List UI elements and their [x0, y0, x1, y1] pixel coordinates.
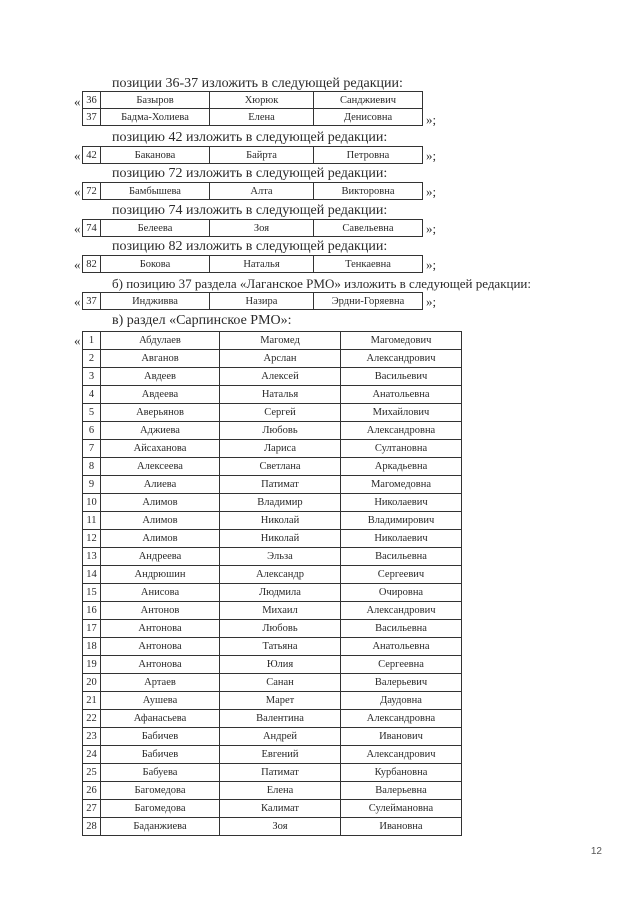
- cell-patronymic: Магомедовна: [341, 476, 462, 494]
- cell-name: Людмила: [220, 584, 341, 602]
- cell-name: Сергей: [220, 404, 341, 422]
- cell-number: 16: [83, 602, 101, 620]
- cell-number: 72: [83, 183, 101, 200]
- cell-surname: Бокова: [101, 256, 210, 273]
- table-row: [83, 458, 462, 476]
- amendment-table: [82, 146, 423, 164]
- cell-surname: Багомедова: [101, 800, 220, 818]
- cell-surname: Базыров: [101, 92, 210, 109]
- close-quote: »;: [426, 148, 437, 163]
- amendment-table: [82, 255, 423, 273]
- table-row: [83, 147, 423, 164]
- cell-surname: Баканова: [101, 147, 210, 164]
- cell-patronymic: Санджиевич: [314, 92, 423, 109]
- table-row: [83, 368, 462, 386]
- cell-surname: Аджиева: [101, 422, 220, 440]
- cell-name: Андрей: [220, 728, 341, 746]
- table-row: [83, 692, 462, 710]
- cell-number: 28: [83, 818, 101, 836]
- cell-number: 8: [83, 458, 101, 476]
- table-row: [83, 386, 462, 404]
- cell-surname: Белеева: [101, 220, 210, 237]
- cell-number: 12: [83, 530, 101, 548]
- cell-number: 7: [83, 440, 101, 458]
- cell-name: Наталья: [220, 386, 341, 404]
- cell-patronymic: Валерьевич: [341, 674, 462, 692]
- cell-patronymic: Савельевна: [314, 220, 423, 237]
- table-row: [83, 92, 423, 109]
- cell-surname: Алиева: [101, 476, 220, 494]
- cell-number: 74: [83, 220, 101, 237]
- cell-number: 10: [83, 494, 101, 512]
- cell-patronymic: Анатольевна: [341, 638, 462, 656]
- table-row: [83, 332, 462, 350]
- cell-surname: Антонова: [101, 656, 220, 674]
- cell-patronymic: Сергеевич: [341, 566, 462, 584]
- cell-name: Зоя: [210, 220, 314, 237]
- cell-name: Евгений: [220, 746, 341, 764]
- table-row: [83, 440, 462, 458]
- table-row: [83, 746, 462, 764]
- table-row: [83, 782, 462, 800]
- table-row: [83, 620, 462, 638]
- cell-number: 37: [83, 109, 101, 126]
- amendment-table: [82, 91, 423, 126]
- table-row: [83, 674, 462, 692]
- cell-surname: Бамбышева: [101, 183, 210, 200]
- cell-surname: Алимов: [101, 530, 220, 548]
- cell-number: 13: [83, 548, 101, 566]
- cell-number: 36: [83, 92, 101, 109]
- cell-surname: Бабичев: [101, 728, 220, 746]
- cell-patronymic: Александровна: [341, 422, 462, 440]
- cell-number: 37: [83, 293, 101, 310]
- amendment-heading: позицию 42 изложить в следующей редакции:: [112, 130, 388, 145]
- cell-name: Юлия: [220, 656, 341, 674]
- table-row: [83, 256, 423, 273]
- table-row: [83, 109, 423, 126]
- cell-patronymic: Ивановна: [341, 818, 462, 836]
- table-row: [83, 293, 423, 310]
- cell-number: 14: [83, 566, 101, 584]
- amendment-heading: позицию 74 изложить в следующей редакции:: [112, 203, 388, 218]
- cell-surname: Алимов: [101, 512, 220, 530]
- cell-number: 25: [83, 764, 101, 782]
- cell-patronymic: Александрович: [341, 746, 462, 764]
- amendment-table: [82, 219, 423, 237]
- cell-patronymic: Александрович: [341, 602, 462, 620]
- table-row: [83, 183, 423, 200]
- cell-number: 20: [83, 674, 101, 692]
- cell-patronymic: Сергеевна: [341, 656, 462, 674]
- cell-patronymic: Викторовна: [314, 183, 423, 200]
- cell-patronymic: Даудовна: [341, 692, 462, 710]
- cell-surname: Артаев: [101, 674, 220, 692]
- page-number: 12: [590, 846, 602, 857]
- cell-name: Патимат: [220, 476, 341, 494]
- cell-patronymic: Васильевич: [341, 368, 462, 386]
- cell-patronymic: Владимирович: [341, 512, 462, 530]
- cell-surname: Бабуева: [101, 764, 220, 782]
- cell-number: 9: [83, 476, 101, 494]
- table-row: [83, 710, 462, 728]
- cell-name: Светлана: [220, 458, 341, 476]
- cell-surname: Авдеев: [101, 368, 220, 386]
- cell-name: Алексей: [220, 368, 341, 386]
- cell-surname: Антонов: [101, 602, 220, 620]
- amendment-heading: позицию 72 изложить в следующей редакции:: [112, 166, 388, 181]
- close-quote: »;: [426, 184, 437, 199]
- cell-surname: Андрюшин: [101, 566, 220, 584]
- cell-name: Елена: [210, 109, 314, 126]
- table-row: [83, 818, 462, 836]
- open-quote: «: [74, 333, 81, 348]
- cell-number: 17: [83, 620, 101, 638]
- table-row: [83, 512, 462, 530]
- cell-patronymic: Петровна: [314, 147, 423, 164]
- cell-surname: Авганов: [101, 350, 220, 368]
- cell-surname: Бабичев: [101, 746, 220, 764]
- table-row: [83, 764, 462, 782]
- cell-surname: Абдулаев: [101, 332, 220, 350]
- cell-name: Зоя: [220, 818, 341, 836]
- table-row: [83, 728, 462, 746]
- cell-surname: Андреева: [101, 548, 220, 566]
- cell-name: Любовь: [220, 422, 341, 440]
- table-row: [83, 548, 462, 566]
- cell-surname: Антонова: [101, 638, 220, 656]
- open-quote: «: [74, 294, 81, 309]
- cell-patronymic: Васильевна: [341, 620, 462, 638]
- cell-surname: Айсаханова: [101, 440, 220, 458]
- cell-number: 24: [83, 746, 101, 764]
- cell-surname: Индживва: [101, 293, 210, 310]
- open-quote: «: [74, 94, 81, 109]
- cell-patronymic: Николаевич: [341, 494, 462, 512]
- cell-name: Валентина: [220, 710, 341, 728]
- cell-patronymic: Николаевич: [341, 530, 462, 548]
- open-quote: «: [74, 184, 81, 199]
- cell-number: 26: [83, 782, 101, 800]
- cell-number: 19: [83, 656, 101, 674]
- cell-number: 15: [83, 584, 101, 602]
- cell-surname: Аушева: [101, 692, 220, 710]
- cell-surname: Авдеева: [101, 386, 220, 404]
- cell-surname: Баданжиева: [101, 818, 220, 836]
- table-row: [83, 494, 462, 512]
- table-row: [83, 656, 462, 674]
- cell-name: Татьяна: [220, 638, 341, 656]
- cell-name: Эльза: [220, 548, 341, 566]
- close-quote: »;: [426, 112, 437, 127]
- table-row: [83, 530, 462, 548]
- cell-surname: Бадма-Холиева: [101, 109, 210, 126]
- cell-patronymic: Очировна: [341, 584, 462, 602]
- close-quote: »;: [426, 294, 437, 309]
- cell-patronymic: Тенкаевна: [314, 256, 423, 273]
- table-row: [83, 638, 462, 656]
- cell-surname: Аверьянов: [101, 404, 220, 422]
- open-quote: «: [74, 257, 81, 272]
- cell-number: 18: [83, 638, 101, 656]
- roster-table: [82, 331, 462, 836]
- table-row: [83, 220, 423, 237]
- cell-number: 22: [83, 710, 101, 728]
- cell-name: Хюрюк: [210, 92, 314, 109]
- open-quote: «: [74, 221, 81, 236]
- cell-name: Байрта: [210, 147, 314, 164]
- table-row: [83, 800, 462, 818]
- amendment-table: [82, 182, 423, 200]
- cell-name: Лариса: [220, 440, 341, 458]
- cell-surname: Алексеева: [101, 458, 220, 476]
- amendment-heading: позиции 36-37 изложить в следующей редакции:: [112, 76, 403, 91]
- cell-number: 42: [83, 147, 101, 164]
- table-row: [83, 602, 462, 620]
- table-row: [83, 584, 462, 602]
- cell-surname: Алимов: [101, 494, 220, 512]
- cell-name: Николай: [220, 512, 341, 530]
- cell-patronymic: Денисовна: [314, 109, 423, 126]
- cell-name: Александр: [220, 566, 341, 584]
- cell-patronymic: Курбановна: [341, 764, 462, 782]
- cell-name: Арслан: [220, 350, 341, 368]
- cell-patronymic: Анатольевна: [341, 386, 462, 404]
- cell-name: Наталья: [210, 256, 314, 273]
- cell-surname: Антонова: [101, 620, 220, 638]
- cell-surname: Багомедова: [101, 782, 220, 800]
- cell-number: 21: [83, 692, 101, 710]
- cell-name: Магомед: [220, 332, 341, 350]
- cell-patronymic: Аркадьевна: [341, 458, 462, 476]
- cell-patronymic: Михайлович: [341, 404, 462, 422]
- cell-patronymic: Эрдни-Горяевна: [314, 293, 423, 310]
- amendment-heading: б) позицию 37 раздела «Лаганское РМО» изложить в следующей редакции:: [112, 276, 532, 291]
- cell-patronymic: Александрович: [341, 350, 462, 368]
- cell-name: Санан: [220, 674, 341, 692]
- open-quote: «: [74, 148, 81, 163]
- cell-patronymic: Иванович: [341, 728, 462, 746]
- cell-name: Назира: [210, 293, 314, 310]
- cell-patronymic: Васильевна: [341, 548, 462, 566]
- table-row: [83, 566, 462, 584]
- cell-number: 27: [83, 800, 101, 818]
- cell-patronymic: Александровна: [341, 710, 462, 728]
- cell-patronymic: Магомедович: [341, 332, 462, 350]
- cell-number: 11: [83, 512, 101, 530]
- table-row: [83, 476, 462, 494]
- amendment-table: [82, 292, 423, 310]
- cell-name: Калимат: [220, 800, 341, 818]
- cell-surname: Анисова: [101, 584, 220, 602]
- cell-surname: Афанасьева: [101, 710, 220, 728]
- cell-number: 3: [83, 368, 101, 386]
- cell-number: 4: [83, 386, 101, 404]
- table-row: [83, 422, 462, 440]
- table-row: [83, 350, 462, 368]
- cell-patronymic: Сулеймановна: [341, 800, 462, 818]
- table-row: [83, 404, 462, 422]
- cell-number: 82: [83, 256, 101, 273]
- section-heading: в) раздел «Сарпинское РМО»:: [112, 313, 292, 328]
- cell-patronymic: Валерьевна: [341, 782, 462, 800]
- cell-name: Марет: [220, 692, 341, 710]
- cell-number: 1: [83, 332, 101, 350]
- cell-name: Михаил: [220, 602, 341, 620]
- cell-name: Николай: [220, 530, 341, 548]
- cell-number: 2: [83, 350, 101, 368]
- close-quote: »;: [426, 257, 437, 272]
- cell-name: Владимир: [220, 494, 341, 512]
- cell-number: 5: [83, 404, 101, 422]
- cell-number: 6: [83, 422, 101, 440]
- cell-name: Елена: [220, 782, 341, 800]
- amendment-heading: позицию 82 изложить в следующей редакции:: [112, 239, 388, 254]
- cell-name: Любовь: [220, 620, 341, 638]
- cell-name: Патимат: [220, 764, 341, 782]
- cell-number: 23: [83, 728, 101, 746]
- cell-patronymic: Султановна: [341, 440, 462, 458]
- close-quote: »;: [426, 221, 437, 236]
- cell-name: Алта: [210, 183, 314, 200]
